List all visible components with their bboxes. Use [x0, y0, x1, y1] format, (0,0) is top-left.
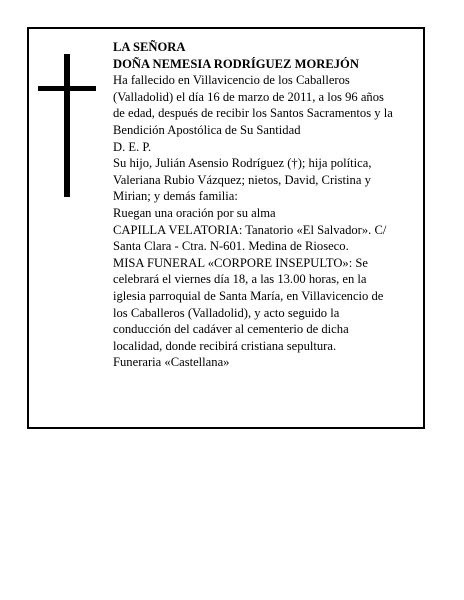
rip-line: D. E. P. — [113, 139, 152, 154]
cross-vertical-bar — [64, 54, 70, 197]
notice-line: Bendición Apostólica de Su Santidad — [113, 122, 301, 137]
chapel-line: Santa Clara - Ctra. N-601. Medina de Rioseco. — [113, 239, 349, 254]
cross-horizontal-bar — [38, 86, 96, 91]
notice-line: Valeriana Rubio Vázquez; nietos, David, Cristina y — [113, 172, 371, 187]
funeral-mass-line: localidad, donde recibirá cristiana sepultura. — [113, 338, 337, 353]
funeral-mass-line: conducción del cadáver al cementerio de dicha — [113, 322, 349, 337]
funeral-mass-line: celebrará el viernes día 18, a las 13.00 horas, en la — [113, 272, 367, 287]
funeral-mass-line: iglesia parroquial de Santa María, en Villavicencio de — [113, 288, 384, 303]
notice-line: Mirian; y demás familia: — [113, 189, 238, 204]
latin-cross-icon — [38, 54, 96, 197]
funeral-home-line: Funeraria «Castellana» — [113, 355, 230, 370]
notice-line: (Valladolid) el día 16 de marzo de 2011, a los 96 años — [113, 89, 384, 104]
deceased-name: DOÑA NEMESIA RODRÍGUEZ MOREJÓN — [113, 56, 359, 71]
funeral-mass-line: los Caballeros (Valladolid), y acto seguido la — [113, 305, 340, 320]
funeral-mass-line: MISA FUNERAL «CORPORE INSEPULTO»: Se — [113, 255, 368, 270]
obituary-text — [113, 39, 418, 371]
notice-line: Ruegan una oración por su alma — [113, 205, 276, 220]
heading-title: LA SEÑORA — [113, 40, 186, 54]
notice-line: Su hijo, Julián Asensio Rodríguez (†); hija política, — [113, 156, 372, 171]
notice-line: Ha fallecido en Villavicencio de los Caballeros — [113, 73, 350, 88]
chapel-line: CAPILLA VELATORIA: Tanatorio «El Salvador». C/ — [113, 222, 387, 237]
notice-line: de edad, después de recibir los Santos Sacramentos y la — [113, 106, 393, 121]
